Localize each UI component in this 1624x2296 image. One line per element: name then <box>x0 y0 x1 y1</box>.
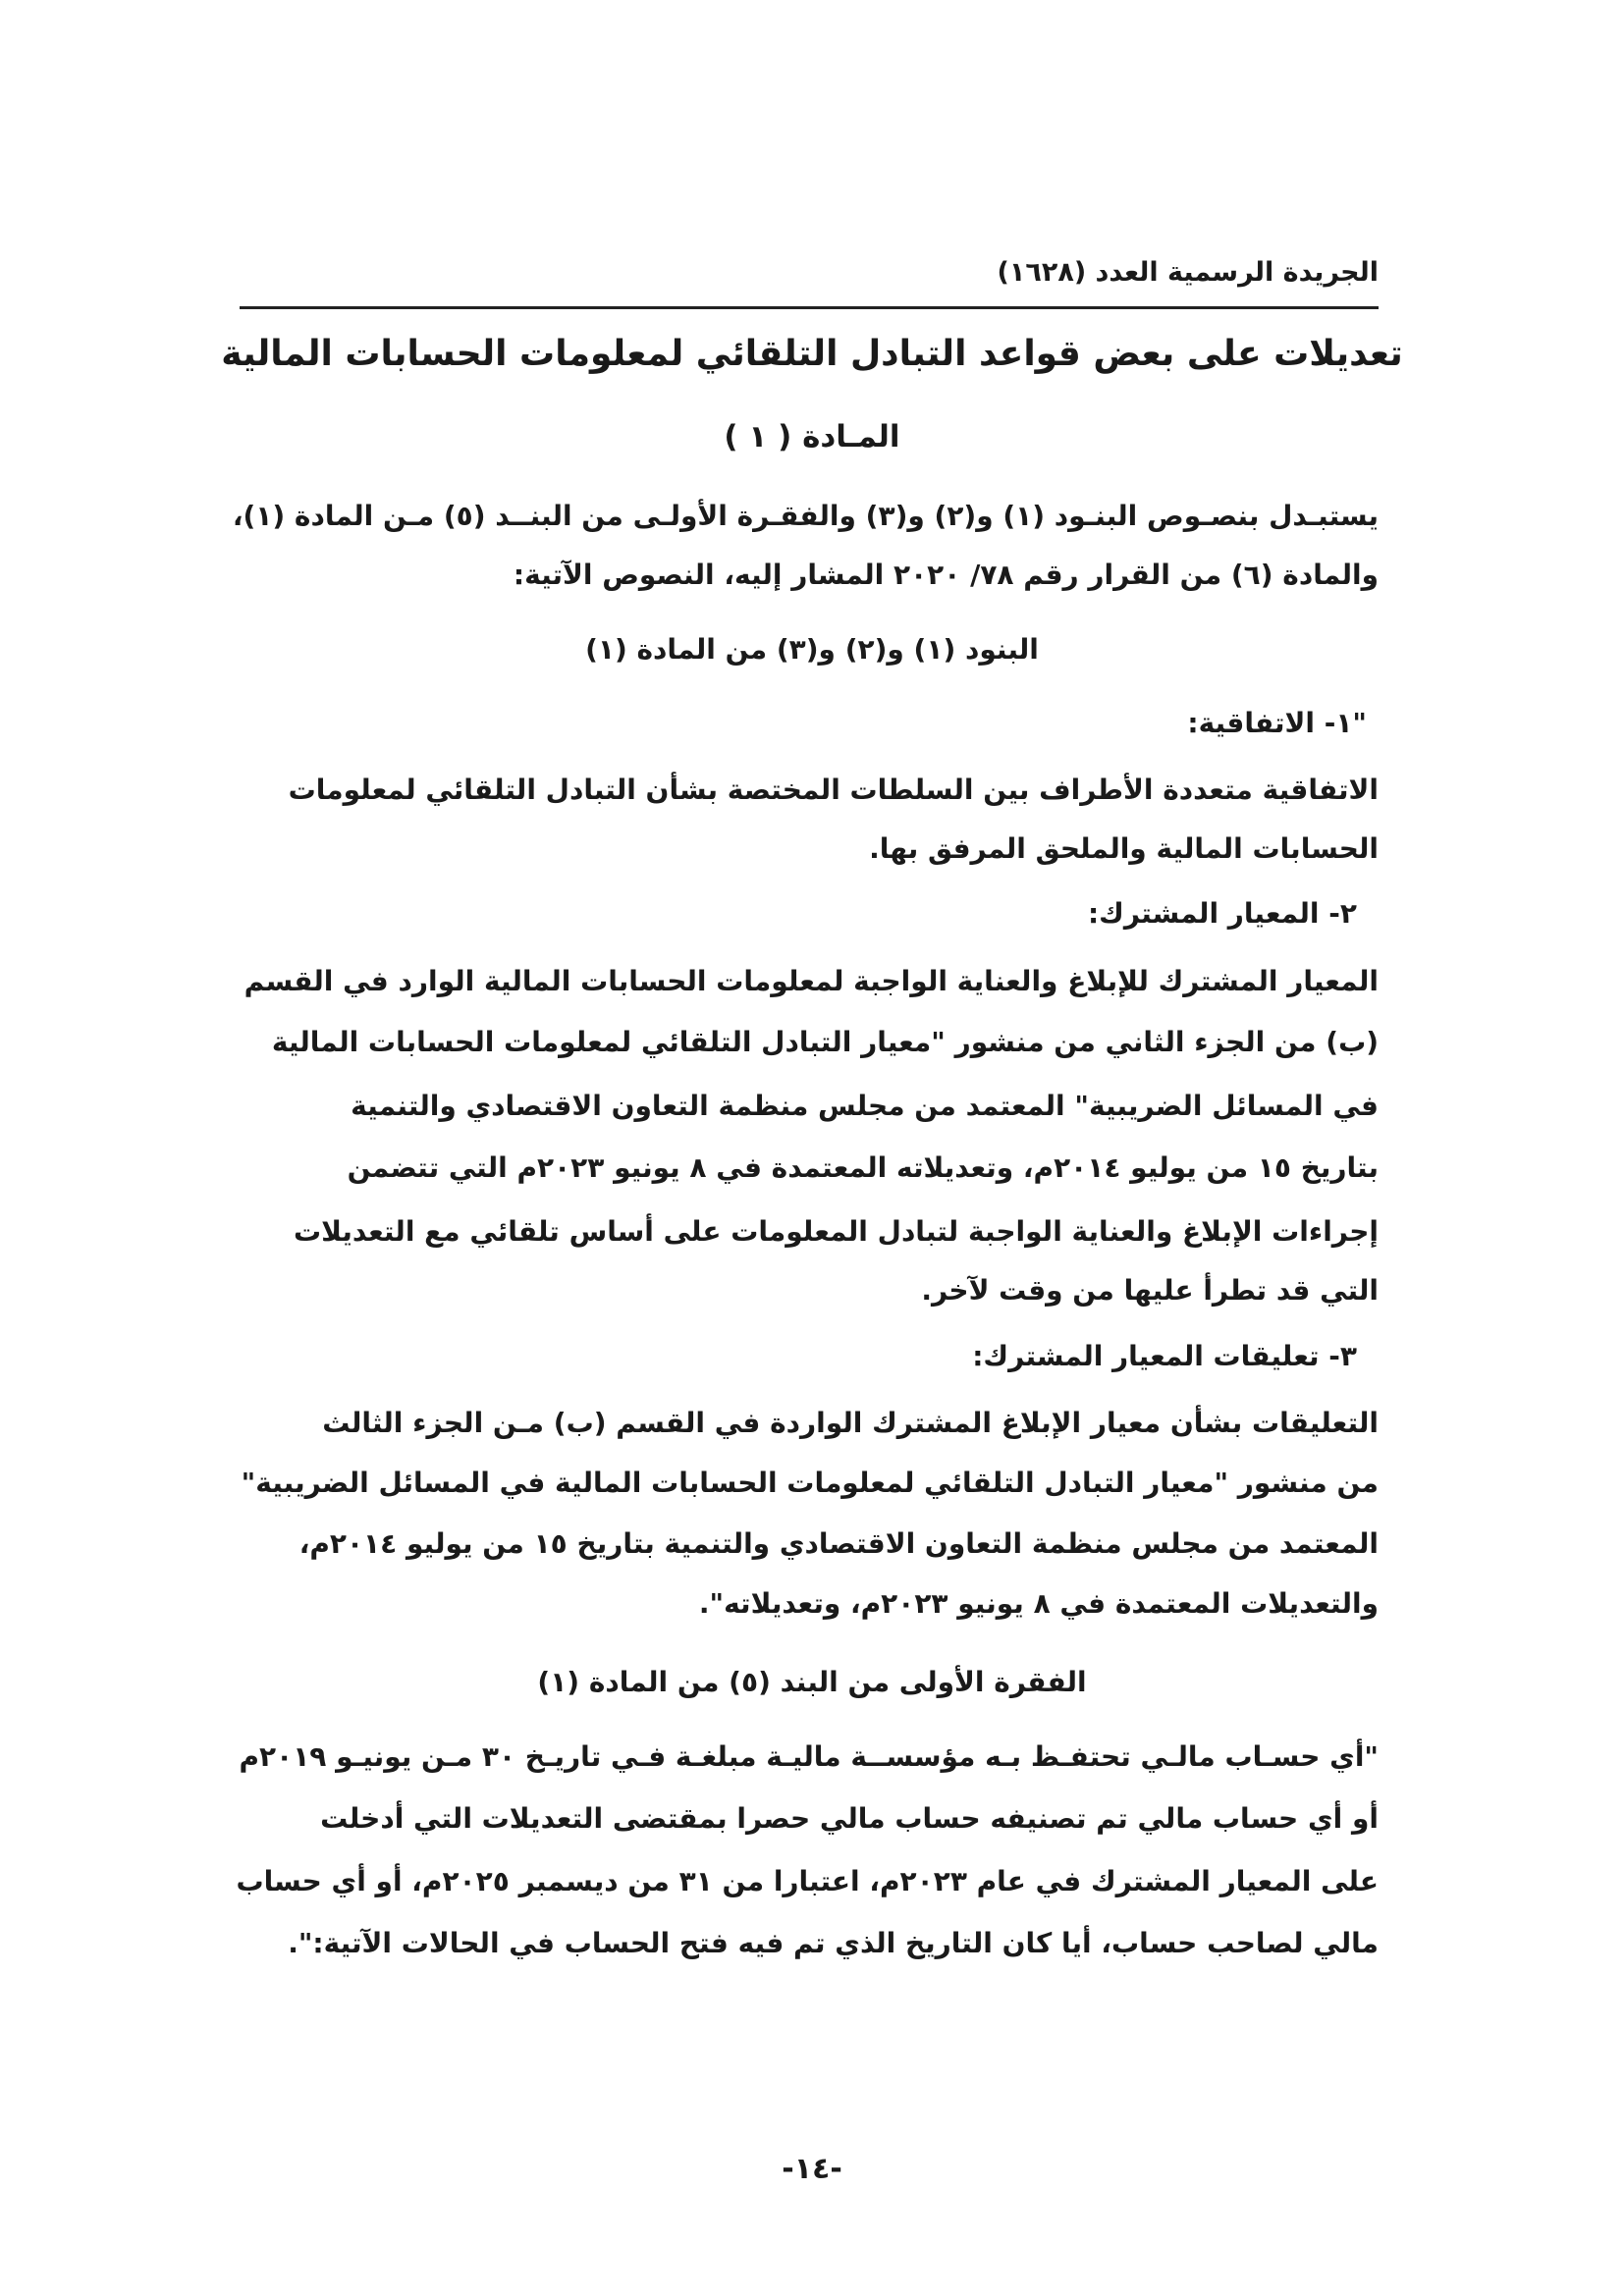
paragraph-line-2: أو أي حساب مالي تم تصنيفه حساب مالي حصرا بمقتضى التعديلات التي أدخلت <box>320 1802 1379 1835</box>
item-3-line-3: المعتمد من مجلس منظمة التعاون الاقتصادي والتنمية بتاريخ ١٥ من يوليو ٢٠١٤م، <box>298 1527 1379 1560</box>
item-2-line-1: المعيار المشترك للإبلاغ والعناية الواجبة لمعلومات الحسابات المالية الوارد في القسم <box>244 965 1379 997</box>
item-2-line-6: التي قد تطرأ عليها من وقت لآخر. <box>921 1274 1379 1307</box>
item-2-line-3: في المسائل الضريبية" المعتمد من مجلس منظمة التعاون الاقتصادي والتنمية <box>351 1090 1379 1122</box>
intro-line-1: يستبـدل بنصـوص البنـود (١) و(٢) و(٣) والفقـرة الأولـى من البنــد (٥) مـن المادة (١)، <box>232 500 1379 532</box>
item-3-line-4: والتعديلات المعتمدة في ٨ يونيو ٢٠٢٣م، وتعديلاته". <box>698 1587 1379 1620</box>
gazette-header: الجريدة الرسمية العدد (١٦٢٨) <box>997 257 1379 288</box>
document-title: تعديلات على بعض قواعد التبادل التلقائي لمعلومات الحسابات المالية <box>221 334 1403 374</box>
intro-line-2: والمادة (٦) من القرار رقم ٧٨/ ٢٠٢٠ المشار إليه، النصوص الآتية: <box>513 559 1379 591</box>
item-3-line-2: من منشور "معيار التبادل التلقائي لمعلومات الحسابات المالية في المسائل الضريبية" <box>241 1467 1379 1499</box>
paragraph-line-4: مالي لصاحب حساب، أيا كان التاريخ الذي تم فيه فتح الحساب في الحالات الآتية:". <box>288 1927 1379 1959</box>
item-3-heading: ٣- تعليقات المعيار المشترك: <box>972 1340 1357 1372</box>
page-number: -١٤- <box>782 2152 842 2186</box>
item-3-line-1: التعليقات بشأن معيار الإبلاغ المشترك الواردة في القسم (ب) مـن الجزء الثالث <box>322 1407 1379 1439</box>
item-2-heading: ٢- المعيار المشترك: <box>1087 897 1357 930</box>
clauses-heading: البنود (١) و(٢) و(٣) من المادة (١) <box>585 633 1039 666</box>
item-1-line-2: الحسابات المالية والملحق المرفق بها. <box>869 832 1379 865</box>
paragraph-line-1: "أي حسـاب مالـي تحتفـظ بـه مؤسســة ماليـة مبلغـة فـي تاريـخ ٣٠ مـن يونيـو ٢٠١٩م <box>239 1740 1379 1773</box>
item-2-line-4: بتاريخ ١٥ من يوليو ٢٠١٤م، وتعديلاته المعتمدة في ٨ يونيو ٢٠٢٣م التي تتضمن <box>347 1151 1379 1184</box>
header-divider <box>240 306 1379 309</box>
item-2-line-2: (ب) من الجزء الثاني من منشور "معيار التبادل التلقائي لمعلومات الحسابات المالية <box>271 1026 1379 1058</box>
paragraph-heading: الفقرة الأولى من البند (٥) من المادة (١) <box>537 1666 1087 1698</box>
item-1-heading: "١- الاتفاقية: <box>1187 707 1367 739</box>
page-header <box>240 257 1379 304</box>
item-1-line-1: الاتفاقية متعددة الأطراف بين السلطات المختصة بشأن التبادل التلقائي لمعلومات <box>288 774 1379 806</box>
item-2-line-5: إجراءات الإبلاغ والعناية الواجبة لتبادل المعلومات على أساس تلقائي مع التعديلات <box>293 1215 1379 1248</box>
paragraph-line-3: على المعيار المشترك في عام ٢٠٢٣م، اعتبارا من ٣١ من ديسمبر ٢٠٢٥م، أو أي حساب <box>236 1865 1379 1897</box>
article-heading: المـادة ( ١ ) <box>724 419 900 454</box>
